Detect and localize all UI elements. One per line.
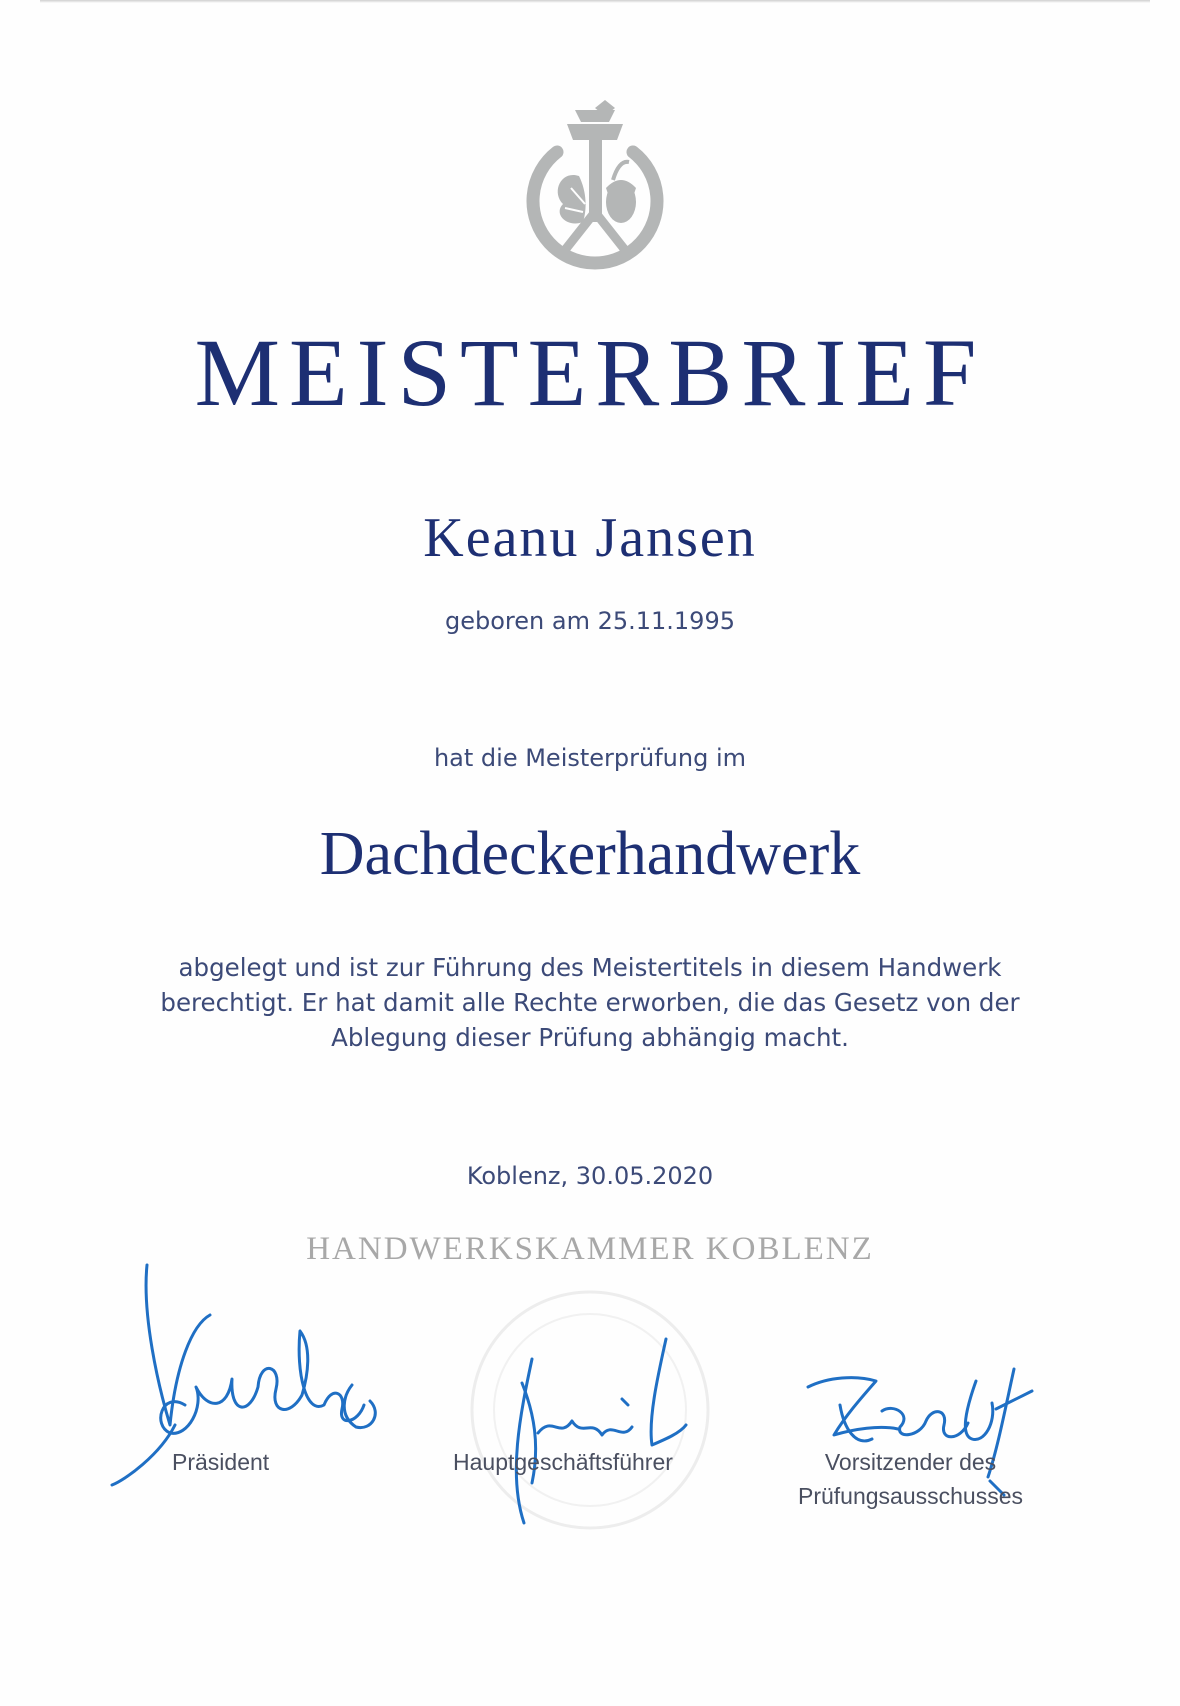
holder-name: Keanu Jansen [423, 507, 757, 569]
managing-director-label: Hauptgeschäftsführer [453, 1449, 673, 1475]
scan-edge [40, 0, 1150, 3]
issuing-chamber: HANDWERKSKAMMER KOBLENZ [306, 1231, 874, 1267]
trade-name: Dachdeckerhandwerk [319, 820, 861, 888]
craft-chamber-emblem-icon [505, 100, 685, 280]
birth-date-line: geboren am 25.11.1995 [445, 607, 735, 635]
exam-intro-line: hat die Meisterprüfung im [433, 744, 747, 772]
managing-director-signature [510, 1335, 690, 1535]
committee-chair-label-line: Vorsitzender des [824, 1449, 997, 1475]
certificate-title: MEISTERBRIEF [194, 319, 986, 426]
entitlement-line: berechtigt. Er hat damit alle Rechte erworben, die das Gesetz von der [160, 988, 1020, 1017]
president-label: Präsident [172, 1449, 270, 1475]
committee-chair-label [798, 1445, 1023, 1513]
entitlement-line: abgelegt und ist zur Führung des Meistertitels in diesem Handwerk [178, 953, 1002, 982]
entitlement-paragraph [130, 950, 1050, 1055]
entitlement-line: Ablegung dieser Prüfung abhängig macht. [331, 1023, 849, 1052]
place-and-date: Koblenz, 30.05.2020 [466, 1162, 714, 1190]
committee-chair-label-line: Prüfungsausschusses [798, 1483, 1024, 1509]
